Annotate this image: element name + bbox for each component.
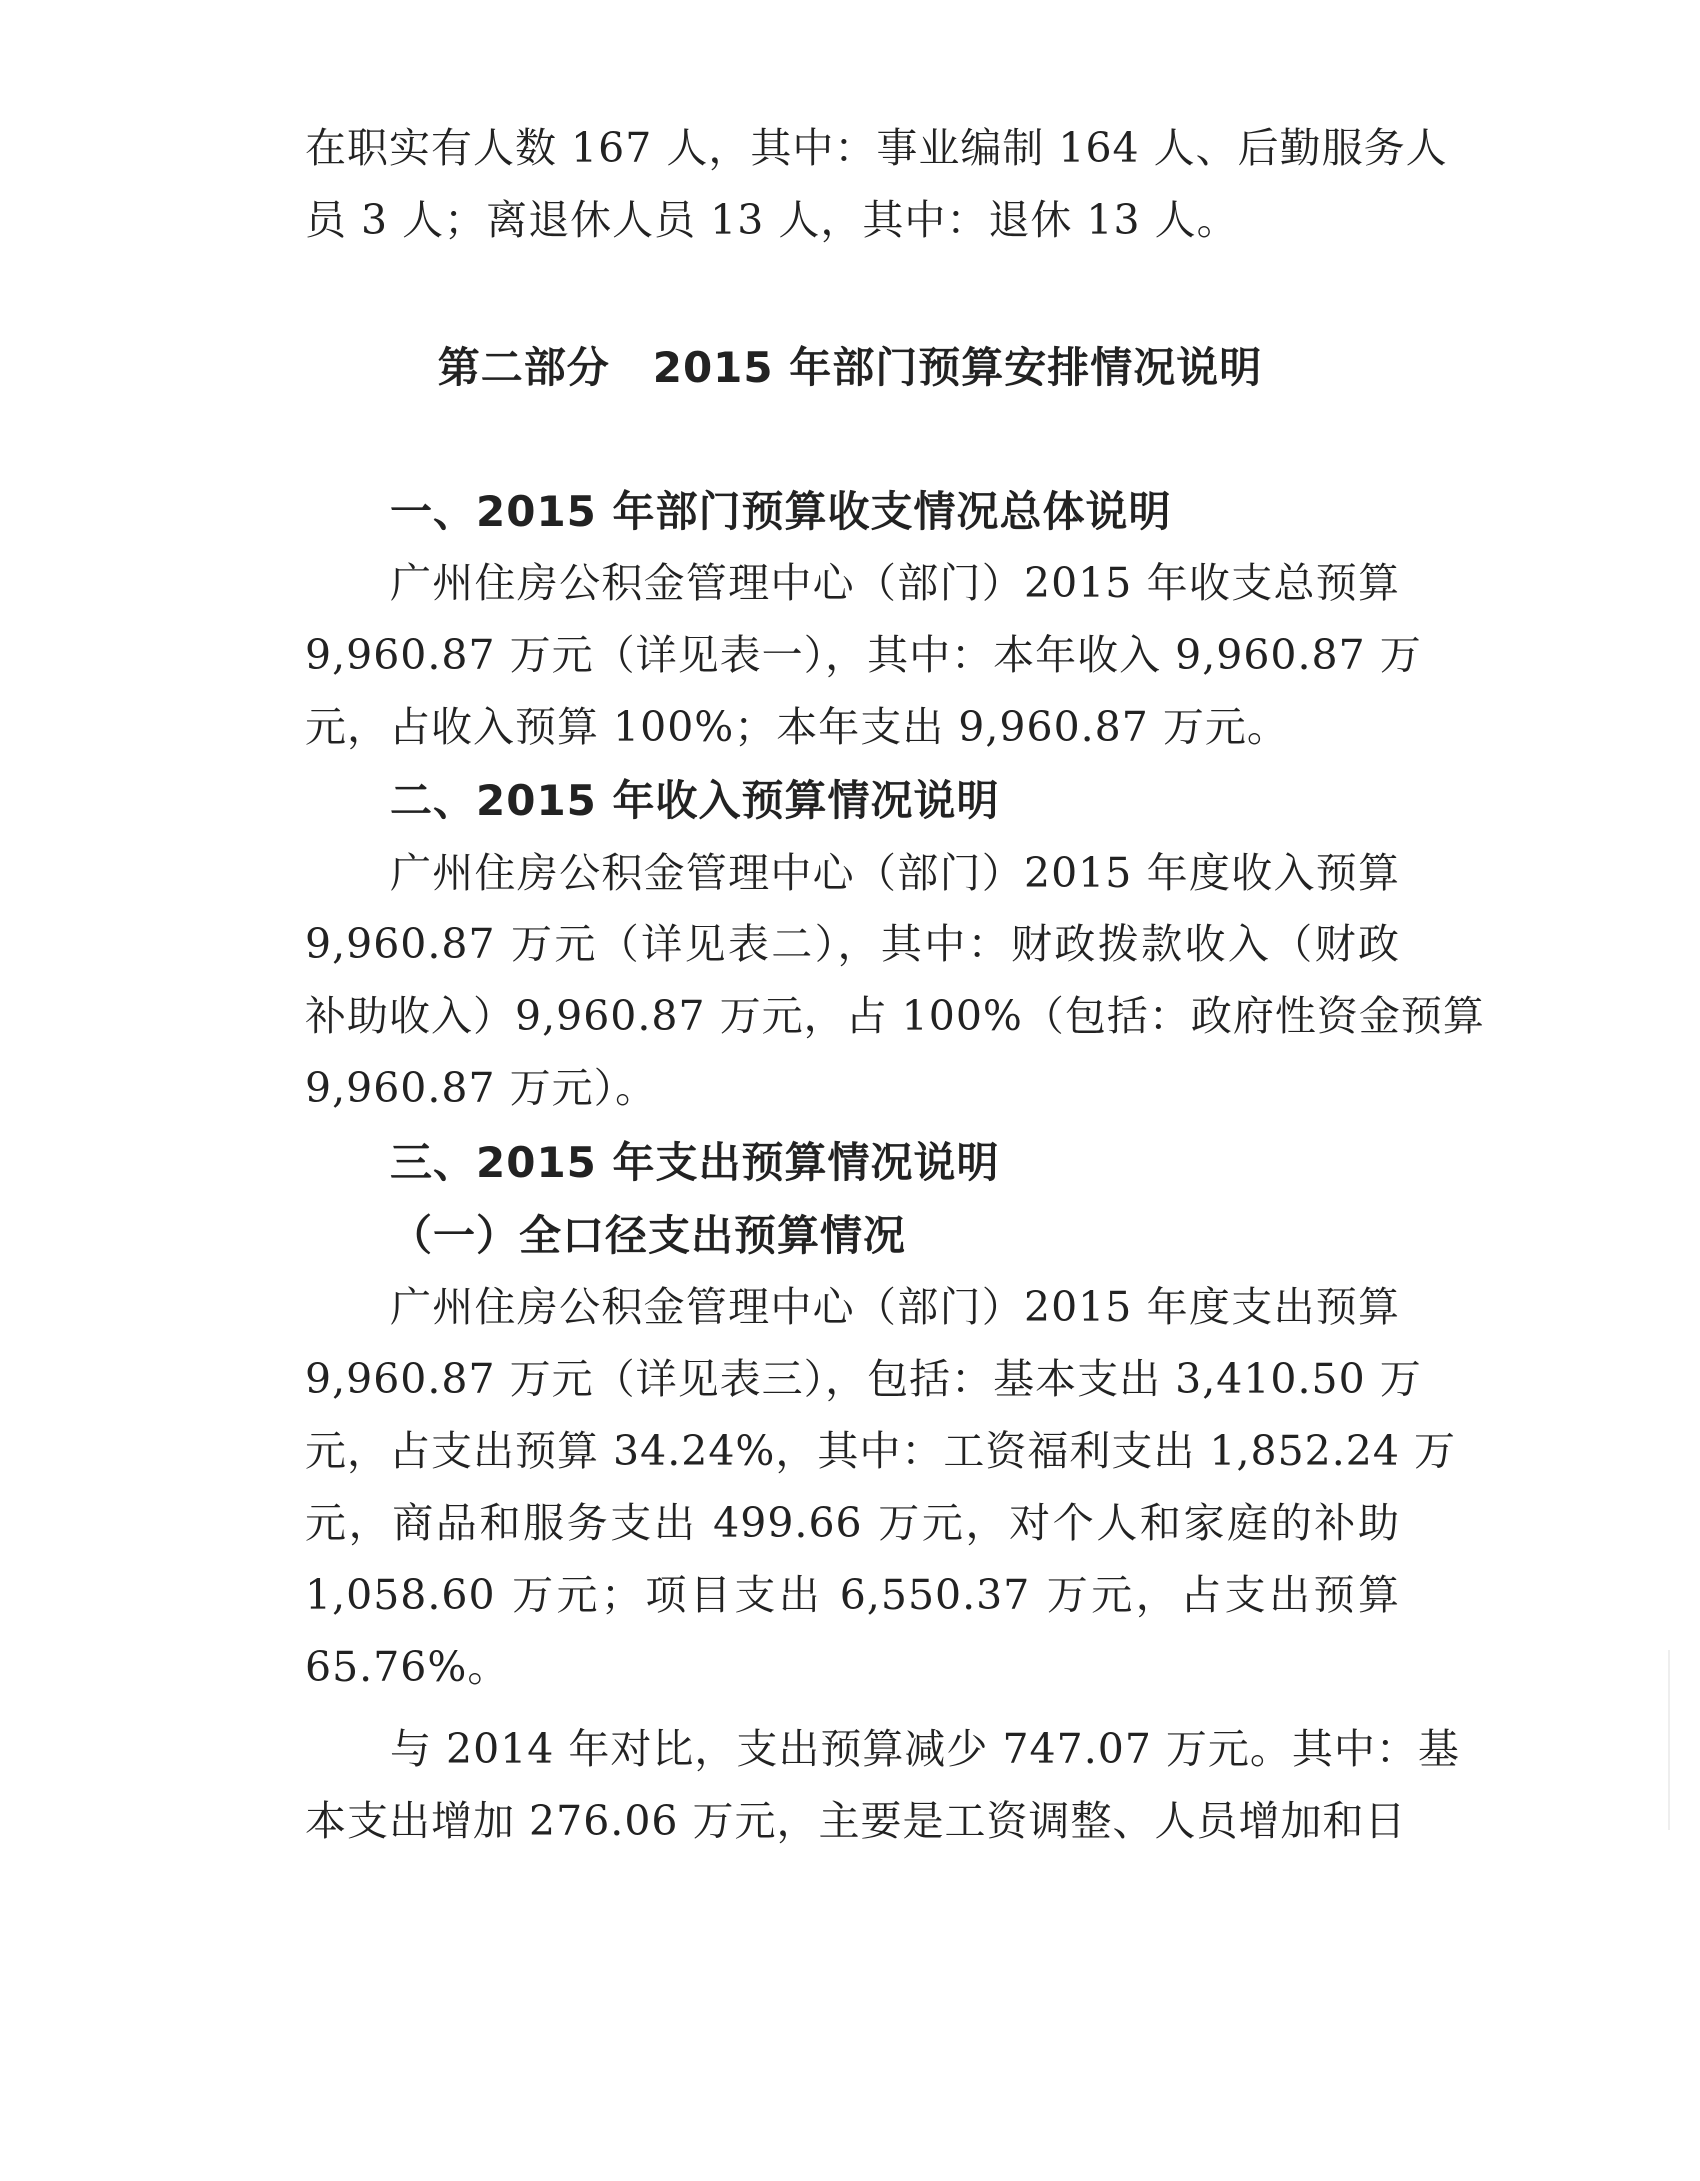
- section3-para1-line-6: 65.76%。: [305, 1643, 510, 1691]
- section3-para2-line-1: 与 2014 年对比，支出预算减少 747.07 万元。其中：基: [390, 1725, 1460, 1773]
- section1-heading: 一、2015 年部门预算收支情况总体说明: [390, 487, 1172, 536]
- intro-line-2: 员 3 人；离退休人员 13 人，其中：退休 13 人。: [305, 196, 1239, 244]
- scan-edge-mark: [1668, 1650, 1670, 1830]
- section3-para1-line-2: 9,960.87 万元（详见表三），包括：基本支出 3,410.50 万: [305, 1355, 1422, 1403]
- section3-para1-line-5: 1,058.60 万元；项目支出 6,550.37 万元，占支出预算: [305, 1571, 1400, 1619]
- part-title: 第二部分 2015 年部门预算安排情况说明: [437, 343, 1263, 392]
- section1-line-1: 广州住房公积金管理中心（部门）2015 年收支总预算: [390, 559, 1400, 607]
- section3-heading: 三、2015 年支出预算情况说明: [390, 1138, 1000, 1187]
- section2-heading: 二、2015 年收入预算情况说明: [390, 776, 1000, 825]
- intro-line-1: 在职实有人数 167 人，其中：事业编制 164 人、后勤服务人: [305, 124, 1448, 172]
- section1-line-2: 9,960.87 万元（详见表一），其中：本年收入 9,960.87 万: [305, 631, 1422, 679]
- section3-para1-line-1: 广州住房公积金管理中心（部门）2015 年度支出预算: [390, 1283, 1400, 1331]
- section2-line-2: 9,960.87 万元（详见表二），其中：财政拨款收入（财政: [305, 920, 1400, 968]
- section2-line-3: 补助收入）9,960.87 万元，占 100%（包括：政府性资金预算: [305, 992, 1485, 1040]
- section2-line-4: 9,960.87 万元）。: [305, 1064, 658, 1112]
- section3-subheading: （一）全口径支出预算情况: [390, 1211, 907, 1260]
- section3-para2-line-2: 本支出增加 276.06 万元，主要是工资调整、人员增加和日: [305, 1797, 1407, 1845]
- section1-line-3: 元，占收入预算 100%；本年支出 9,960.87 万元。: [305, 703, 1289, 751]
- section3-para1-line-3: 元，占支出预算 34.24%，其中：工资福利支出 1,852.24 万: [305, 1427, 1457, 1475]
- section2-line-1: 广州住房公积金管理中心（部门）2015 年度收入预算: [390, 849, 1400, 897]
- section3-para1-line-4: 元，商品和服务支出 499.66 万元，对个人和家庭的补助: [305, 1499, 1400, 1547]
